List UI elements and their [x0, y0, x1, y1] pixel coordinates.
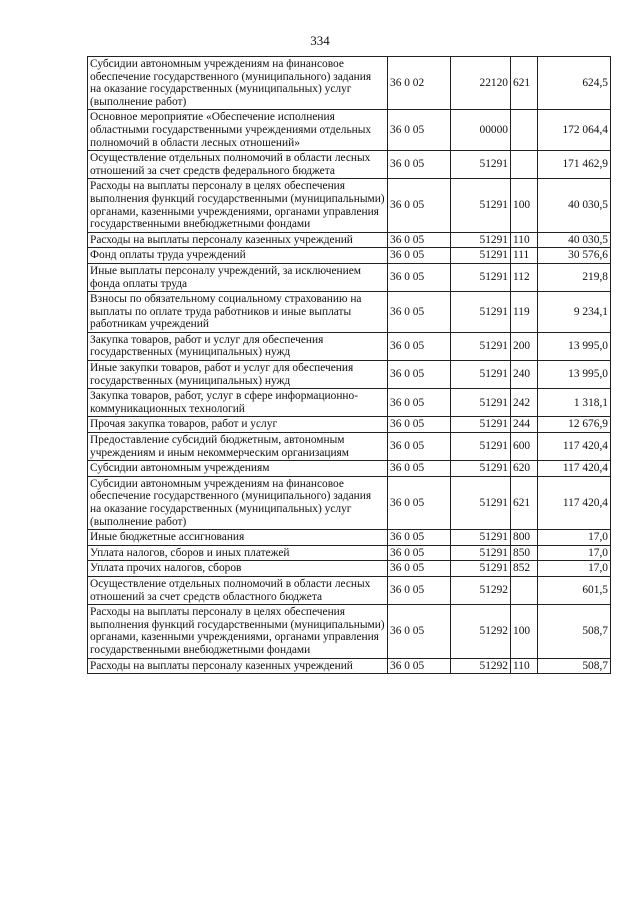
expense-type-cell: 244 — [511, 417, 538, 433]
program-code-cell: 36 0 05 — [388, 417, 451, 433]
amount-cell: 13 995,0 — [538, 332, 611, 360]
direction-code-cell: 51291 — [451, 292, 511, 333]
amount-cell: 601,5 — [538, 576, 611, 604]
amount-cell: 13 995,0 — [538, 361, 611, 389]
program-code-cell: 36 0 05 — [388, 110, 451, 151]
program-code-cell: 36 0 05 — [388, 179, 451, 232]
expense-type-cell: 620 — [511, 461, 538, 477]
table-row — [88, 530, 611, 546]
table-row — [88, 389, 611, 417]
direction-code-cell: 51292 — [451, 605, 511, 658]
amount-cell: 117 420,4 — [538, 476, 611, 529]
amount-cell: 219,8 — [538, 263, 611, 291]
direction-code-cell: 51291 — [451, 151, 511, 179]
amount-cell: 117 420,4 — [538, 461, 611, 477]
expense-type-cell: 600 — [511, 433, 538, 461]
table-row — [88, 179, 611, 232]
table-row — [88, 417, 611, 433]
expense-type-cell: 852 — [511, 561, 538, 577]
direction-code-cell: 51291 — [451, 476, 511, 529]
table-row — [88, 461, 611, 477]
table-row — [88, 605, 611, 658]
table-row — [88, 576, 611, 604]
program-code-cell: 36 0 05 — [388, 332, 451, 360]
program-code-cell: 36 0 05 — [388, 361, 451, 389]
expense-name-cell: Расходы на выплаты персоналу казенных учреждений — [88, 232, 388, 248]
table-row — [88, 232, 611, 248]
table-row — [88, 658, 611, 674]
program-code-cell: 36 0 05 — [388, 658, 451, 674]
expense-name-cell: Субсидии автономным учреждениям — [88, 461, 388, 477]
budget-table — [87, 56, 611, 674]
direction-code-cell: 51291 — [451, 433, 511, 461]
expense-name-cell: Осуществление отдельных полномочий в области лесных отношений за счет средств областного бюджета — [88, 576, 388, 604]
table-row — [88, 292, 611, 333]
expense-type-cell: 242 — [511, 389, 538, 417]
expense-type-cell: 240 — [511, 361, 538, 389]
table-row — [88, 476, 611, 529]
expense-type-cell: 119 — [511, 292, 538, 333]
program-code-cell: 36 0 05 — [388, 576, 451, 604]
expense-type-cell: 621 — [511, 476, 538, 529]
expense-name-cell: Фонд оплаты труда учреждений — [88, 248, 388, 264]
direction-code-cell: 51292 — [451, 576, 511, 604]
direction-code-cell: 51291 — [451, 561, 511, 577]
expense-type-cell: 110 — [511, 232, 538, 248]
expense-name-cell: Закупка товаров, работ, услуг в сфере информационно-коммуникационных технологий — [88, 389, 388, 417]
expense-type-cell: 100 — [511, 179, 538, 232]
expense-type-cell: 850 — [511, 545, 538, 561]
amount-cell: 9 234,1 — [538, 292, 611, 333]
program-code-cell: 36 0 05 — [388, 561, 451, 577]
amount-cell: 508,7 — [538, 658, 611, 674]
amount-cell: 40 030,5 — [538, 232, 611, 248]
amount-cell: 17,0 — [538, 545, 611, 561]
program-code-cell: 36 0 05 — [388, 545, 451, 561]
amount-cell: 30 576,6 — [538, 248, 611, 264]
expense-name-cell: Прочая закупка товаров, работ и услуг — [88, 417, 388, 433]
amount-cell: 1 318,1 — [538, 389, 611, 417]
expense-name-cell: Предоставление субсидий бюджетным, автономным учреждениям и иным некоммерческим организациям — [88, 433, 388, 461]
amount-cell: 624,5 — [538, 57, 611, 110]
expense-name-cell: Субсидии автономным учреждениям на финансовое обеспечение государственного (муниципального) задания на оказание государственных (муниципальных) услуг (выполнение работ) — [88, 57, 388, 110]
amount-cell: 117 420,4 — [538, 433, 611, 461]
expense-name-cell: Уплата налогов, сборов и иных платежей — [88, 545, 388, 561]
amount-cell: 172 064,4 — [538, 110, 611, 151]
amount-cell: 17,0 — [538, 530, 611, 546]
expense-type-cell: 621 — [511, 57, 538, 110]
table-row — [88, 110, 611, 151]
expense-type-cell — [511, 110, 538, 151]
expense-type-cell: 100 — [511, 605, 538, 658]
direction-code-cell: 51291 — [451, 461, 511, 477]
program-code-cell: 36 0 05 — [388, 433, 451, 461]
expense-name-cell: Иные закупки товаров, работ и услуг для обеспечения государственных (муниципальных) нужд — [88, 361, 388, 389]
direction-code-cell: 51291 — [451, 417, 511, 433]
budget-table-body — [88, 57, 611, 674]
program-code-cell: 36 0 05 — [388, 292, 451, 333]
expense-type-cell — [511, 151, 538, 179]
amount-cell: 508,7 — [538, 605, 611, 658]
direction-code-cell: 51291 — [451, 332, 511, 360]
program-code-cell: 36 0 02 — [388, 57, 451, 110]
expense-type-cell: 112 — [511, 263, 538, 291]
expense-type-cell — [511, 576, 538, 604]
table-row — [88, 263, 611, 291]
expense-name-cell: Иные выплаты персоналу учреждений, за исключением фонда оплаты труда — [88, 263, 388, 291]
amount-cell: 40 030,5 — [538, 179, 611, 232]
expense-name-cell: Расходы на выплаты персоналу в целях обеспечения выполнения функций государственными (муниципальными) органами, казенными учреждениями, органами управления государственными внебюджетными фондами — [88, 179, 388, 232]
direction-code-cell: 00000 — [451, 110, 511, 151]
direction-code-cell: 51291 — [451, 530, 511, 546]
direction-code-cell: 51291 — [451, 361, 511, 389]
expense-name-cell: Субсидии автономным учреждениям на финансовое обеспечение государственного (муниципального) задания на оказание государственных (муниципальных) услуг (выполнение работ) — [88, 476, 388, 529]
amount-cell: 17,0 — [538, 561, 611, 577]
table-row — [88, 433, 611, 461]
direction-code-cell: 51291 — [451, 179, 511, 232]
program-code-cell: 36 0 05 — [388, 151, 451, 179]
program-code-cell: 36 0 05 — [388, 530, 451, 546]
direction-code-cell: 51291 — [451, 248, 511, 264]
table-row — [88, 332, 611, 360]
direction-code-cell: 22120 — [451, 57, 511, 110]
direction-code-cell: 51291 — [451, 263, 511, 291]
expense-name-cell: Расходы на выплаты персоналу казенных учреждений — [88, 658, 388, 674]
direction-code-cell: 51291 — [451, 389, 511, 417]
program-code-cell: 36 0 05 — [388, 476, 451, 529]
direction-code-cell: 51292 — [451, 658, 511, 674]
program-code-cell: 36 0 05 — [388, 232, 451, 248]
table-row — [88, 545, 611, 561]
table-row — [88, 561, 611, 577]
expense-name-cell: Закупка товаров, работ и услуг для обеспечения государственных (муниципальных) нужд — [88, 332, 388, 360]
direction-code-cell: 51291 — [451, 232, 511, 248]
expense-type-cell: 200 — [511, 332, 538, 360]
program-code-cell: 36 0 05 — [388, 605, 451, 658]
direction-code-cell: 51291 — [451, 545, 511, 561]
expense-type-cell: 111 — [511, 248, 538, 264]
table-row — [88, 248, 611, 264]
table-row — [88, 57, 611, 110]
program-code-cell: 36 0 05 — [388, 263, 451, 291]
expense-name-cell: Основное мероприятие «Обеспечение исполнения областными государственными учреждениями отдельных полномочий в области лесных отношений» — [88, 110, 388, 151]
expense-type-cell: 800 — [511, 530, 538, 546]
program-code-cell: 36 0 05 — [388, 248, 451, 264]
expense-name-cell: Взносы по обязательному социальному страхованию на выплаты по оплате труда работников и иные выплаты работникам учреждений — [88, 292, 388, 333]
amount-cell: 171 462,9 — [538, 151, 611, 179]
expense-name-cell: Осуществление отдельных полномочий в области лесных отношений за счет средств федерального бюджета — [88, 151, 388, 179]
page-number: 334 — [310, 33, 330, 48]
expense-name-cell: Уплата прочих налогов, сборов — [88, 561, 388, 577]
table-row — [88, 361, 611, 389]
program-code-cell: 36 0 05 — [388, 389, 451, 417]
amount-cell: 12 676,9 — [538, 417, 611, 433]
program-code-cell: 36 0 05 — [388, 461, 451, 477]
expense-type-cell: 110 — [511, 658, 538, 674]
expense-name-cell: Иные бюджетные ассигнования — [88, 530, 388, 546]
expense-name-cell: Расходы на выплаты персоналу в целях обеспечения выполнения функций государственными (муниципальными) органами, казенными учреждениями, органами управления государственными внебюджетными фондами — [88, 605, 388, 658]
table-row — [88, 151, 611, 179]
